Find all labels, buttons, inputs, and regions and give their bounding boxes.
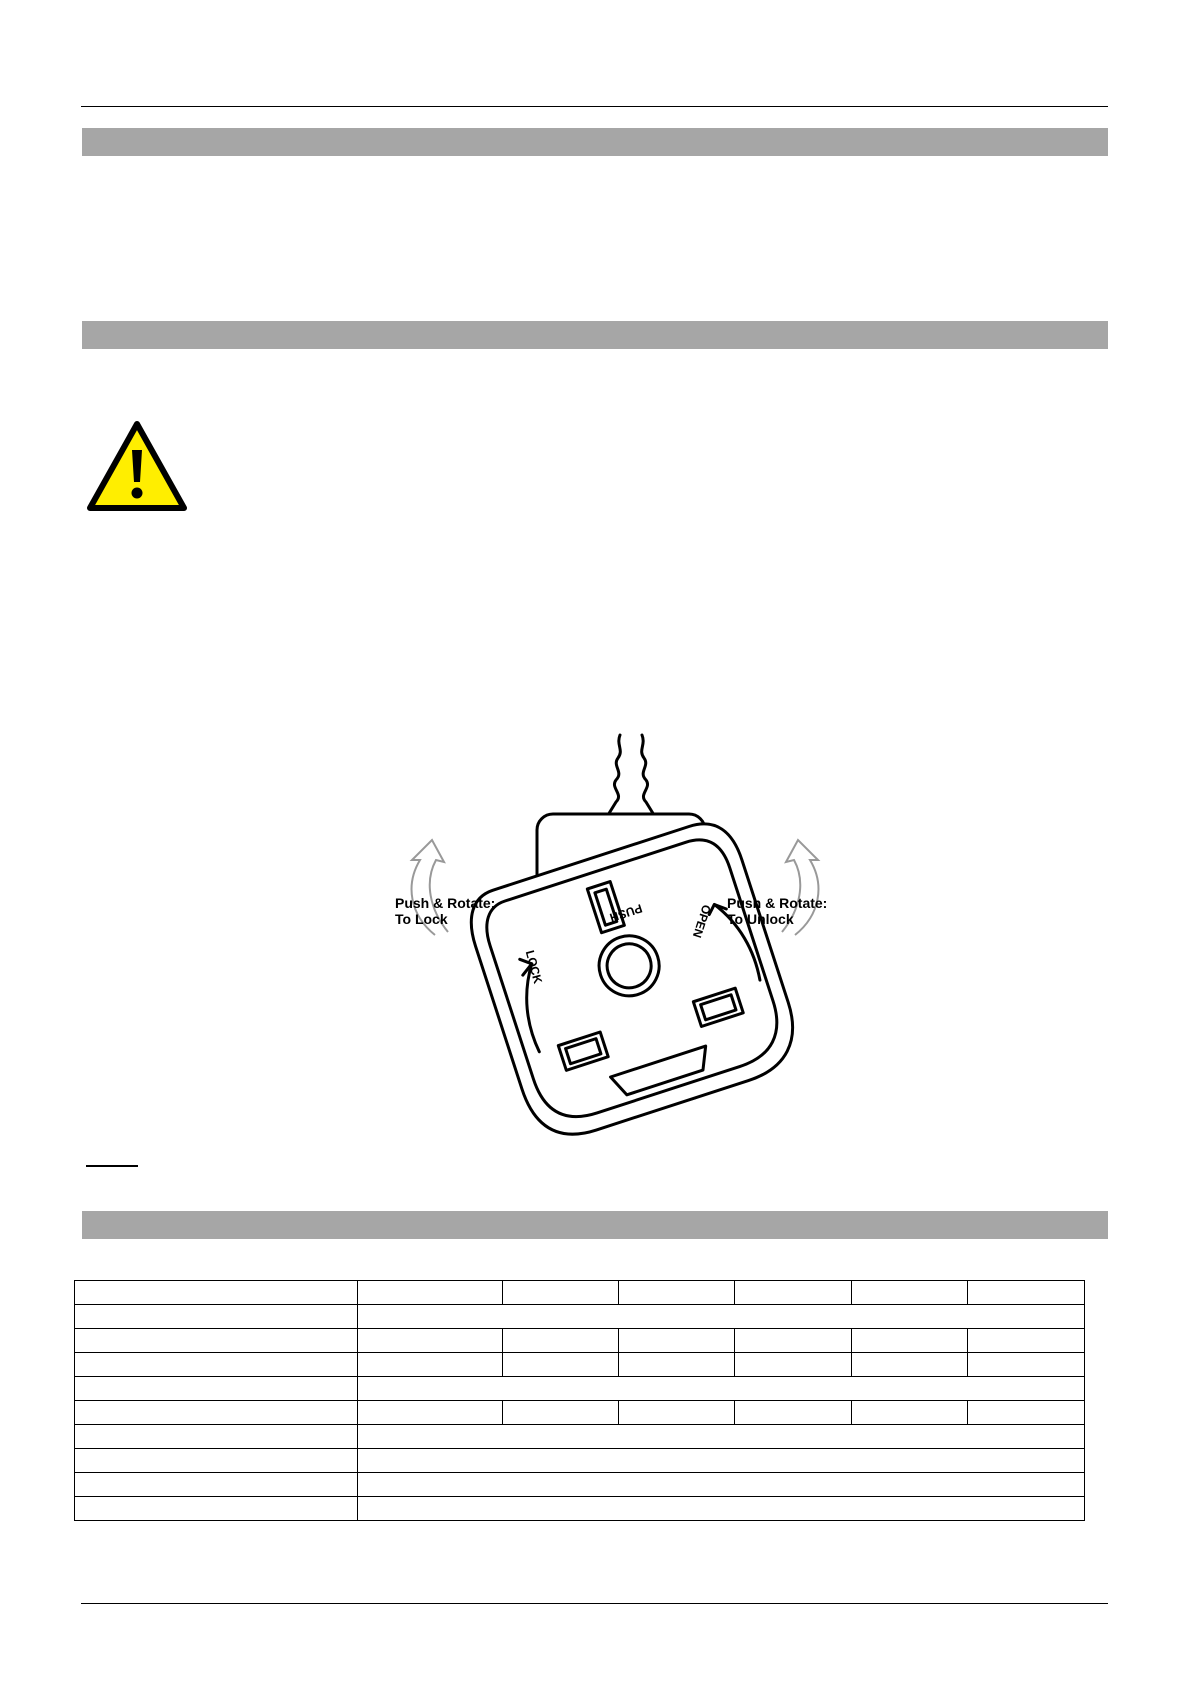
table-cell [619,1281,735,1305]
table-row-label [75,1329,358,1353]
table-row-label [75,1281,358,1305]
table-cell [619,1329,735,1353]
table-row [75,1353,1085,1377]
table-row [75,1377,1085,1401]
table-cell [358,1377,1085,1401]
table-cell [852,1353,968,1377]
table-cell [735,1353,852,1377]
table-cell [358,1305,1085,1329]
warning-icon [86,420,188,514]
table-cell [503,1353,619,1377]
table-row [75,1305,1085,1329]
table-cell [358,1401,503,1425]
table-row-label [75,1449,358,1473]
table-cell [358,1473,1085,1497]
table-row-label [75,1473,358,1497]
table-cell [968,1401,1085,1425]
table-cell [619,1401,735,1425]
specification-table [74,1280,1085,1521]
table-cell [735,1401,852,1425]
section-header-bar-2 [82,321,1108,349]
table-cell [968,1281,1085,1305]
table-row-label [75,1305,358,1329]
table-row [75,1329,1085,1353]
table-row [75,1401,1085,1425]
table-cell [358,1449,1085,1473]
table-cell [503,1281,619,1305]
table-cell [619,1353,735,1377]
rotate-unlock-caption: Push & Rotate: To Unlock [727,895,828,927]
table-row [75,1473,1085,1497]
table-cell [852,1401,968,1425]
plug-figure [380,720,850,1140]
table-cell [735,1281,852,1305]
table-row [75,1497,1085,1521]
footer-rule [81,1603,1108,1604]
table-row-label [75,1377,358,1401]
table-cell [968,1353,1085,1377]
header-rule [81,106,1108,107]
table-row-label [75,1353,358,1377]
table-row [75,1449,1085,1473]
plug-adapter-illustration [380,720,850,1140]
table-cell [503,1401,619,1425]
table-cell [358,1353,503,1377]
table-cell [735,1329,852,1353]
table-row-label [75,1425,358,1449]
table-row-label [75,1497,358,1521]
table-cell [852,1329,968,1353]
table-cell [503,1329,619,1353]
section-header-bar-3 [82,1211,1108,1239]
table-cell [358,1329,503,1353]
table-row-label [75,1401,358,1425]
table-row [75,1281,1085,1305]
note-underline [86,1165,138,1167]
open-label: OPEN [689,902,714,940]
table-cell [358,1425,1085,1449]
push-label: PUSH [607,901,645,925]
table-cell [968,1329,1085,1353]
table-cell [358,1281,503,1305]
rotate-lock-caption: Push & Rotate: To Lock [395,895,496,927]
section-header-bar-1 [82,128,1108,156]
lock-label: LOCK [522,948,546,986]
table-cell [358,1497,1085,1521]
table-cell [852,1281,968,1305]
table-row [75,1425,1085,1449]
